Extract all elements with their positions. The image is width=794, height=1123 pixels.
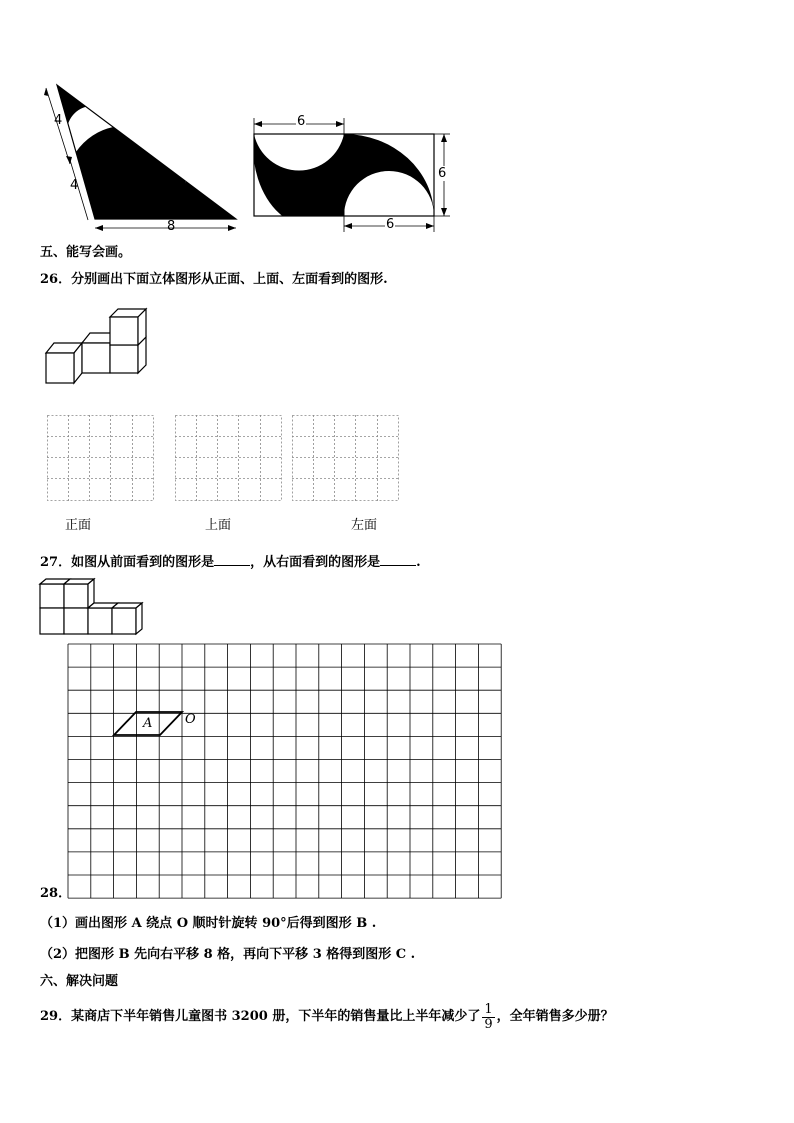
q26-cube-figure [40,305,155,390]
triangle-dim-c: 8 [167,219,176,234]
grid-label-left: 左面 [351,518,378,533]
rectangle-figure [250,112,460,237]
q28-number: 28． [40,886,72,901]
q29-frac-num: 1 [484,1001,493,1017]
grid-top[interactable] [175,415,283,501]
q26-text: 26．分别画出下面立体图形从正面、上面、左面看到的图形. [40,272,388,287]
q28-grid[interactable] [67,643,503,900]
rect-dim-right: 6 [438,166,447,181]
q28-part1: （1）画出图形 A 绕点 O 顺时针旋转 90°后得到图形 B . [40,916,377,931]
q29-text [40,1000,614,1034]
q27-suffix: . [416,555,421,570]
rect-dim-bottom: 6 [386,217,395,232]
shape-a-label: A [143,716,153,731]
grid-label-top: 上面 [205,518,232,533]
q27-blank-2[interactable] [380,553,416,566]
point-o-label: O [185,712,196,727]
q27-blank-1[interactable] [214,553,250,566]
grid-left[interactable] [292,415,400,501]
rect-dim-top: 6 [297,114,306,129]
q27-middle: ，从右面看到的图形是 [250,555,381,570]
q29-fraction [482,1003,494,1032]
triangle-figure [40,80,250,240]
q27-cube-figure [38,578,148,638]
q29-prefix: 29．某商店下半年销售儿童图书 3200 册，下半年的销售量比上半年减少了 [40,1009,481,1024]
triangle-dim-b: 4 [70,178,79,193]
grid-label-front: 正面 [65,518,92,533]
q28-part2: （2）把图形 B 先向右平移 8 格，再向下平移 3 格得到图形 C . [40,947,416,962]
triangle-dim-a: 4 [54,113,63,128]
section6-title: 六、解决问题 [40,974,119,989]
q27-prefix: 27．如图从前面看到的图形是 [40,555,215,570]
q29-frac-den: 9 [484,1016,493,1032]
grid-front[interactable] [47,415,155,501]
q29-suffix: ，全年销售多少册？ [496,1009,614,1024]
q27-text [40,553,421,571]
section5-title: 五、能写会画。 [40,245,132,260]
